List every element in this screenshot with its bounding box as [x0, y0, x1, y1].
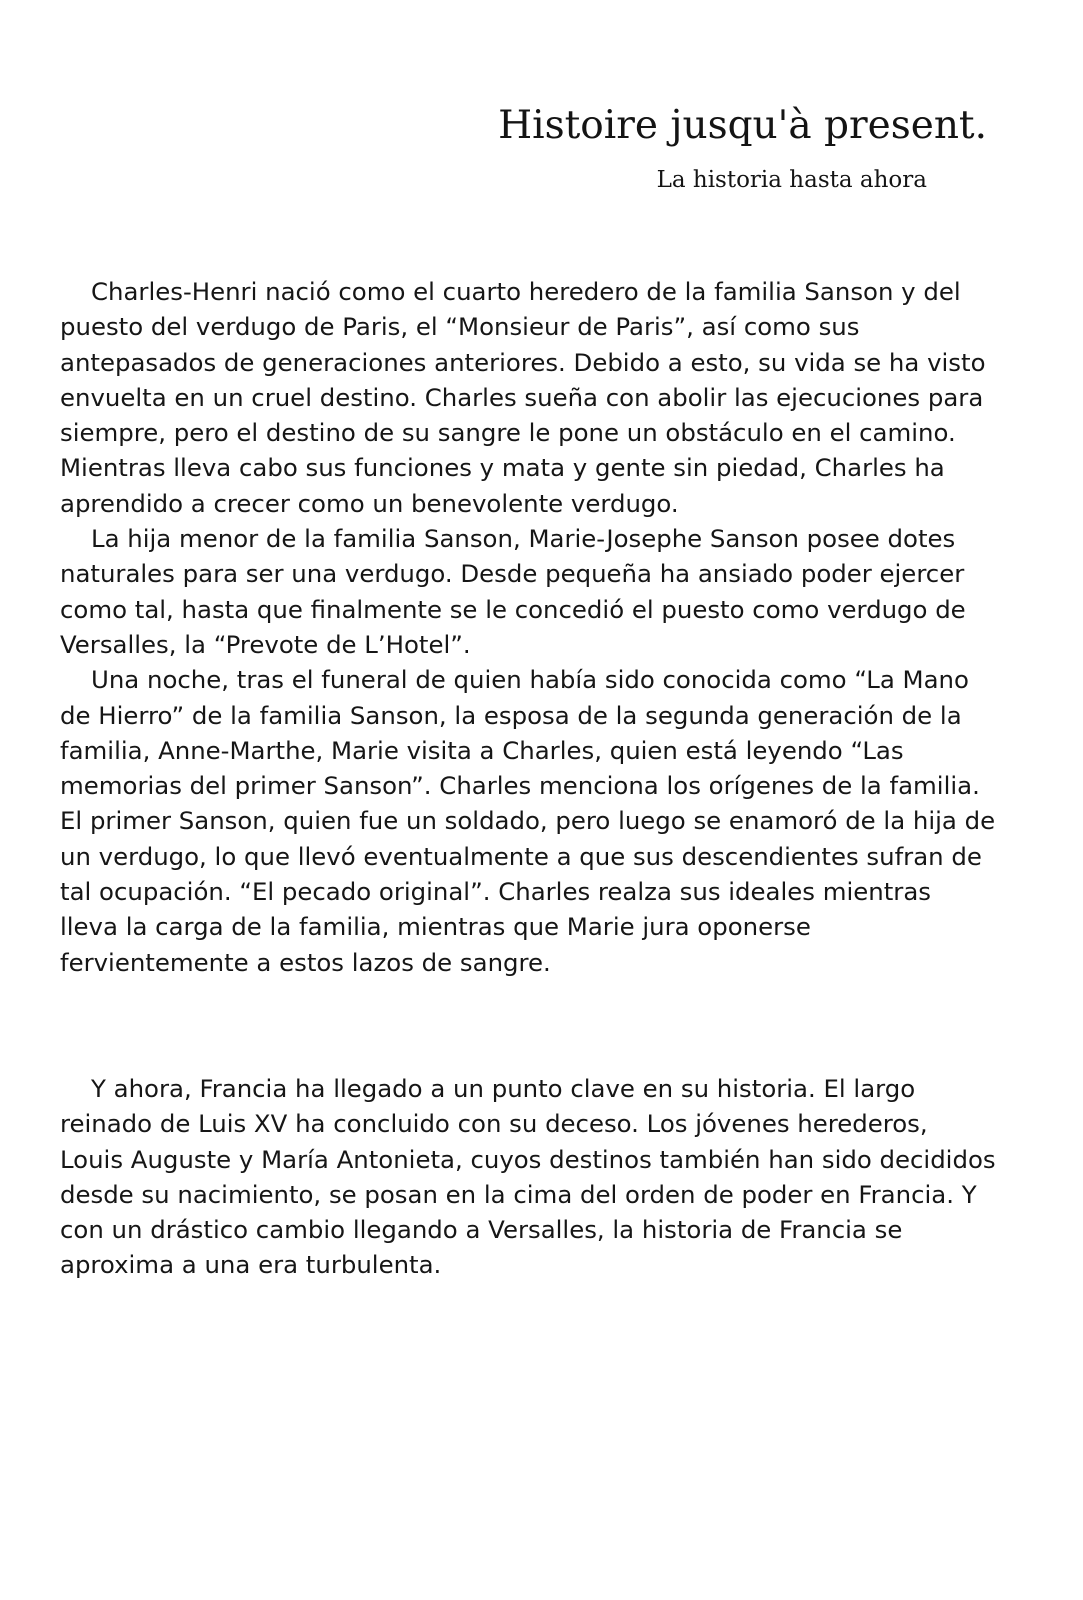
page-title: Histoire jusqu'à present.	[498, 103, 987, 148]
paragraph-marie: La hija menor de la familia Sanson, Marie-Josephe Sanson posee dotes naturales para ser una verdugo. Desde pequeña ha ansiado poder ejercer como tal, hasta que finalmente se le concedió el puesto como verdugo de Versalles, la “Prevote de L’Hotel”.	[60, 524, 966, 659]
page-subtitle: La historia hasta ahora	[656, 167, 927, 193]
closing-text-block	[60, 1071, 996, 1283]
summary-text-block	[60, 274, 996, 980]
paragraph-night-funeral: Una noche, tras el funeral de quien había sido conocida como “La Mano de Hierro” de la familia Sanson, la esposa de la segunda generación de la familia, Anne-Marthe, Marie visita a Charles, quien está leyendo “Las memorias del primer Sanson”. Charles menciona los orígenes de la familia. El primer Sanson, quien fue un soldado, pero luego se enamoró de la hija de un verdugo, lo que llevó eventualmente a que sus descendientes sufran de tal ocupación. “El pecado original”. Charles realza sus ideales mientras lleva la carga de la familia, mientras que Marie jura oponerse fervientemente a estos lazos de sangre.	[60, 665, 996, 977]
paragraph-france: Y ahora, Francia ha llegado a un punto clave en su historia. El largo reinado de Luis XV ha concluido con su deceso. Los jóvenes herederos, Louis Auguste y María Antonieta, cuyos destinos también han sido decididos desde su nacimiento, se posan en la cima del orden de poder en Francia. Y con un drástico cambio llegando a Versalles, la historia de Francia se aproxima a una era turbulenta.	[60, 1074, 996, 1280]
paragraph-charles: Charles-Henri nació como el cuarto heredero de la familia Sanson y del puesto del verdugo de Paris, el “Monsieur de Paris”, así como sus antepasados de generaciones anteriores. Debido a esto, su vida se ha visto envuelta en un cruel destino. Charles sueña con abolir las ejecuciones para siempre, pero el destino de su sangre le pone un obstáculo en el camino. Mientras lleva cabo sus funciones y mata y gente sin piedad, Charles ha aprendido a crecer como un benevolente verdugo.	[60, 277, 986, 518]
